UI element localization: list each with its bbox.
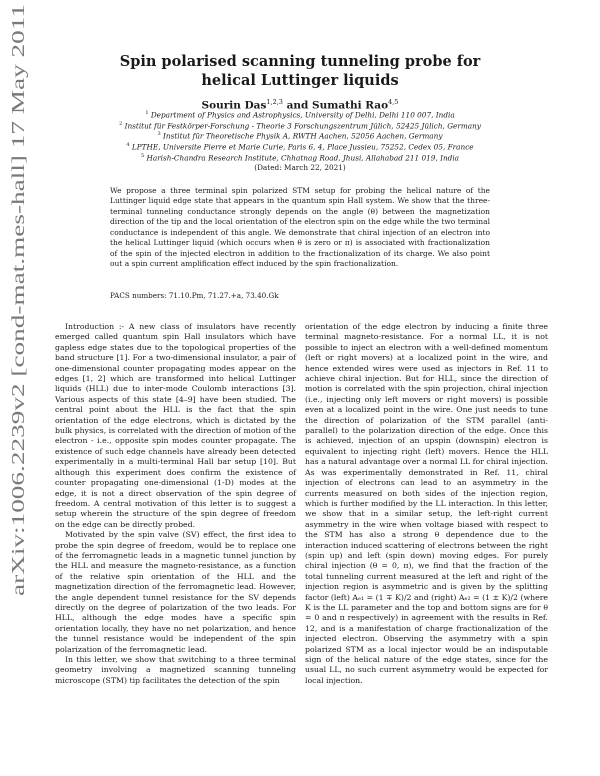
affiliation-number: 2 [119,120,123,127]
affiliations [60,109,540,172]
author-1: Sourin Das [201,99,267,112]
author-2: Sumathi Rao [312,99,389,112]
author-connector: and [286,99,309,112]
affiliation [60,109,540,120]
affiliation [60,141,540,152]
author-1-affil: 1,2,3 [266,98,283,106]
author-2-affil: 4,5 [388,98,399,106]
abstract: We propose a three terminal spin polarized STM setup for probing the helical nature of the Luttinger liquid edge state that appears in the quantum spin Hall system. We show that the three-terminal tunneling conductance strongly depends on the angle (θ) between the magnetization direction of the tip and the local orientation of the electron spin on the edge while the two terminal conductance is independent of this angle. We demonstrate that chiral injection of an electron into the helical Luttinger liquid (which occurs when θ is zero or π) is associated with fractionalization of the spin of the injected electron in addition to the fractionalization of its charge. We also point out a spin current amplification effect induced by the spin fractionalization. [110,186,490,269]
affiliation [60,152,540,163]
affiliation-number: 5 [140,152,145,159]
affiliation-number: 4 [126,142,130,149]
affiliation-number: 1 [145,110,149,116]
affiliation [60,120,540,131]
affiliation-text: Harish-Chandra Research Institute, Chhatnag Road, Jhusi, Allahabad 211 019, India [146,153,460,163]
affiliation-text: LPTHE, Universite Pierre et Marie Curie, Paris 6, 4, Place Jussieu, 75252, Cedex 05, France [131,142,474,152]
arxiv-stamp-text: arXiv:1006.2239v2 [cond-mat.mes-hall] 17 May 2011 [8,215,28,596]
right-column [305,322,548,686]
affiliation-text: Institut für Festkörper-Forschung - Theorie 3 Forschungszentrum Jülich, 52425 Jülich, Germany [124,121,481,131]
arxiv-stamp-svg [0,0,38,776]
pacs-numbers: PACS numbers: 71.10.Pm, 71.27.+a, 73.40.Gk [110,291,279,300]
title-line-2: helical Luttinger liquids [201,72,399,89]
arxiv-sidebar-stamp [0,0,38,776]
title-line-1: Spin polarised scanning tunneling probe for [119,53,481,70]
paragraph: Motivated by the spin valve (SV) effect, the first idea to probe the spin degree of freedom, would be to replace one of the ferromagnetic leads in a magnetic tunnel junction by the HLL and measure the magneto-resistance, as a function of the relative spin orientation of the HLL and the magnetization direction of the ferromagnetic lead. However, the angle dependent tunnel resistance for the SV depends directly on the degree of polarization of the two leads. For HLL, although the edge modes have a specific spin orientation locally, they have no net polarization, and hence the tunnel resistance would be independent of the spin polarization of the ferromagnetic lead. [55,530,296,654]
affiliation-number: 3 [157,131,161,138]
paper-title [60,52,540,90]
dated-line: (Dated: March 22, 2021) [254,162,346,172]
affiliation [60,130,540,141]
affiliation-text: Institut für Theoretische Physik A, RWTH Aachen, 52056 Aachen, Germany [163,131,443,141]
paragraph: In this letter, we show that switching to a three terminal geometry involving a magnetized scanning tunneling microscope (STM) tip facilitates the detection of the spin [55,655,296,685]
affiliation-text: Department of Physics and Astrophysics, University of Delhi, Delhi 110 007, India [150,110,455,120]
paragraph: Introduction :- A new class of insulators have recently emerged called quantum spin Hall insulators which have gapless edge states due to the topological properties of the band structure [1]. For a two-dimensional insulator, a pair of one-dimensional counter propagating modes appear on the edges [1, 2] which are transformed into helical Luttinger liquids (HLL) due to inter-mode Coulomb interactions [3]. Various aspects of this state [4–9] have been studied. The central point about the HLL is the fact that the spin orientation of the edge electrons, which is dictated by the bulk physics, is correlated with the direction of motion of the electron - i.e., opposite spin modes counter propagate. The existence of such edge channels have already been detected experimentally in a multi-terminal Hall bar setup [10]. But although this experiment does confirm the existence of counter propagating one-dimensional (1-D) modes at the edge, it is not a direct observation of the spin degree of freedom. A central motivation of this letter is to suggest a setup wherein the structure of the spin degree of freedom on the edge can be directly probed. [55,322,296,529]
left-column [55,322,296,686]
paragraph: orientation of the edge electron by inducing a finite three terminal magneto-resistance. For a normal LL, it is not possible to inject an electron with a well-defined momentum (left or right movers) at a localized point in the wire, and hence extended wires were used as injectors in Ref. 11 to achieve chiral injection. But for HLL, since the direction of motion is correlated with the spin projection, chiral injection (i.e., injecting only left movers or right movers) is possible even at a localized point in the wire. One just needs to tune the direction of polarization of the STM parallel (anti-parallel) to the polarization direction of the edge. Once this is achieved, injection of an upspin (downspin) electron is equivalent to injecting right (left) movers. Hence the HLL has a natural advantage over a normal LL for chiral injection. As was experimentally demonstrated in Ref. 11, chiral injection of electrons can lead to an asymmetry in the currents measured on both sides of the injection region, which is further modified by the LL interaction. In this letter, we show that in a similar setup, the left-right current asymmetry in the wire when voltage biased with respect to the STM has also a strong θ dependence due to the interaction induced scattering of electrons between the right (spin up) and left (spin down) moving edges. For purely chiral injection (θ = 0, π), we find that the fraction of the total tunneling current measured at the left and right of the injection region is asymmetric and is given by the splitting factor (left) Aₑ₁ = (1 ∓ K)/2 and (right) Aₑ₂ = (1 ± K)/2 (where K is the LL parameter and the top and bottom signs are for θ = 0 and π respectively) in agreement with the results in Ref. 12, and is a manifestation of charge fractionalization of the injected electron. Observing the asymmetry with a spin polarized STM as a local injector would be an indisputable sign of the helical nature of the edge states, since for the usual LL, no such current asymmetry would be expected for local injection. [305,322,548,685]
